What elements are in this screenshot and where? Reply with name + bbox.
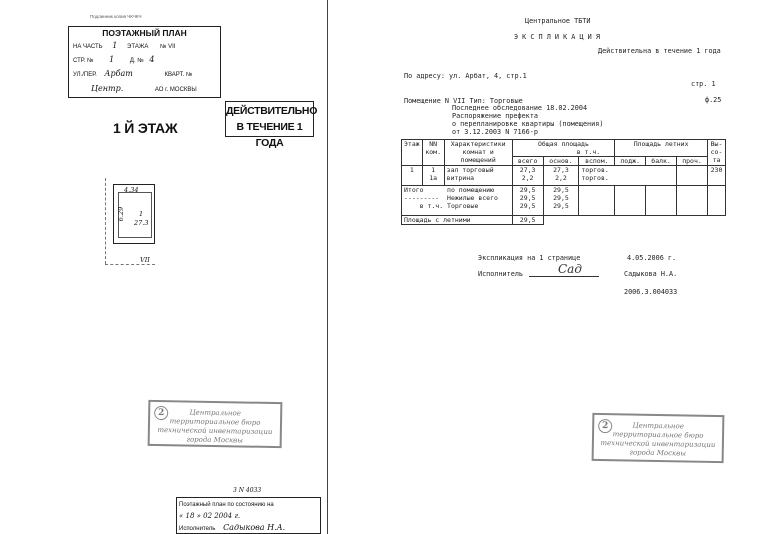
- doc-number-note: 3 N 4033: [233, 487, 262, 494]
- col-height: Вы- со- та: [708, 140, 726, 166]
- plan-axis-label: VII: [140, 256, 150, 264]
- form-code: ф.25: [705, 96, 722, 104]
- building-row: СТР. № 1 Д. № 4: [73, 55, 155, 64]
- premises: Помещение N VII Тип: Торговые: [404, 97, 523, 105]
- plan-room-num: 1: [139, 210, 144, 218]
- executor-label: Исполнитель: [478, 270, 524, 278]
- validity-text: Действительна в течение 1 года: [598, 47, 721, 55]
- order-line1: Распоряжение префекта: [452, 112, 538, 120]
- stamp-number: 2: [598, 419, 612, 433]
- district-row: Центр. АО г. МОСКВЫ: [91, 84, 197, 93]
- validity-box: ДЕЙСТВИТЕЛЬНО В ТЕЧЕНИЕ 1 ГОДА: [225, 101, 314, 137]
- plan-dim-top: 4.34: [124, 186, 139, 194]
- col-summer-area: Площадь летних: [615, 140, 708, 157]
- part-row: НА ЧАСТЬ 1 ЭТАЖА № VII: [73, 41, 176, 50]
- order-line2: о перепланировке квартиры (помещения): [452, 120, 604, 128]
- table-row: 1 1 1а зал торговый витрина 27,3 2,2 27,3 2,2 торгов. торгов. 230: [402, 166, 726, 186]
- plan-dim-side: 6.29: [117, 206, 126, 222]
- address: По адресу: ул. Арбат, 4, стр.1: [404, 72, 527, 80]
- stamp-number: 2: [154, 406, 168, 420]
- explication-page: [358, 0, 778, 534]
- plan-axis-line-h: [105, 264, 155, 265]
- floor-plan-page: [0, 0, 328, 534]
- plan-header-box: [68, 26, 221, 98]
- plan-status-box: Поэтажный план по состоянию на « 18 » 02 2004 г. Исполнитель Садыкова Н.А.: [176, 497, 321, 534]
- order-line3: от 3.12.2003 N 7166-р: [452, 128, 538, 136]
- explication-table: [401, 139, 726, 225]
- page-number: стр. 1: [691, 80, 716, 88]
- bti-stamp-right: 2 Центральное территориальное бюро технической инвентаризации города Москвы: [592, 413, 725, 463]
- bti-stamp-left: 2 Центральное территориальное бюро технической инвентаризации города Москвы: [148, 400, 283, 448]
- street-row: УЛ./ПЕР. Арбат КВАРТ. №: [73, 69, 193, 78]
- plan-title: ПОЭТАЖНЫЙ ПЛАН: [102, 28, 187, 38]
- signature-icon: Сад: [558, 262, 582, 276]
- floor-heading: 1 Й ЭТАЖ: [113, 120, 178, 136]
- table-summary-row: Итого по помещению --------- Нежилые всего в т.ч. Торговые 29,5 29,5 29,5 29,5 29,5 29,5: [402, 186, 726, 216]
- doc-number: 2006.3.004033: [624, 288, 678, 296]
- pages-note: Экспликация на 1 странице: [478, 254, 581, 262]
- col-floor: Этаж: [402, 140, 423, 166]
- plan-axis-line: [105, 178, 106, 264]
- col-characteristics: Характеристики комнат и помещений: [444, 140, 512, 166]
- table-header-row: [402, 140, 726, 157]
- last-survey: Последнее обследование 18.02.2004: [452, 104, 588, 112]
- doc-title: Э К С П Л И К А Ц И Я: [514, 33, 600, 41]
- col-total-area: Общая площадь в т.ч.: [512, 140, 615, 157]
- table-summer-row: Площадь с летними 29,5: [402, 216, 726, 225]
- small-stamp: Подлинник копия ЧКЧКЧ: [90, 14, 142, 19]
- executor-name: Садыкова Н.А.: [624, 270, 678, 278]
- doc-date: 4.05.2006 г.: [627, 254, 677, 262]
- plan-area: 27.3: [134, 219, 149, 227]
- table-subheader-row: всего основ. вспом. лодж. балк. проч.: [402, 157, 726, 166]
- col-nn: NN ком.: [422, 140, 444, 166]
- org-name: Центральное ТБТИ: [525, 17, 591, 25]
